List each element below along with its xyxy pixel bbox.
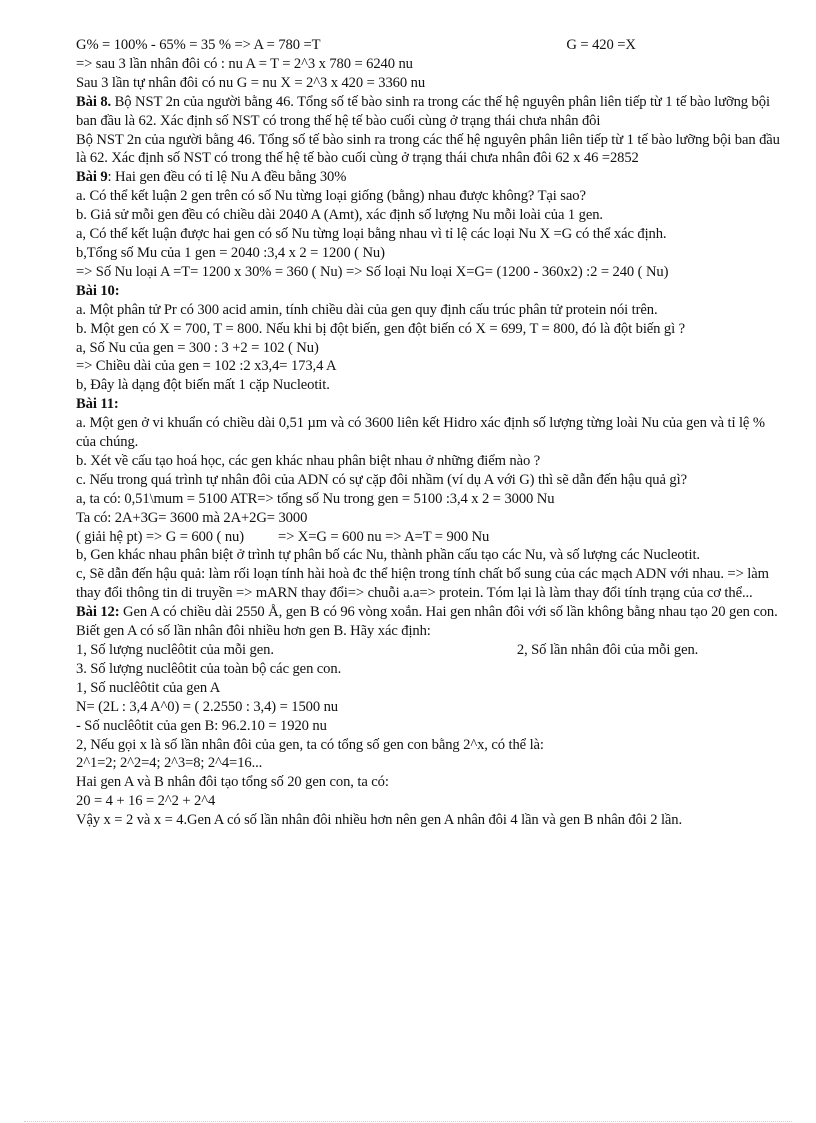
- text-line: [76, 36, 788, 55]
- text-line: b. Xét về cấu tạo hoá học, các gen khác nhau phân biệt nhau ở những điểm nào ?: [76, 452, 541, 469]
- exercise-title: Bài 8.: [76, 93, 112, 110]
- bai9-heading: [76, 168, 788, 187]
- document-page: [76, 36, 788, 830]
- equation-text: ( giải hệ pt) => G = 600 ( nu): [76, 528, 244, 545]
- text-line: a. Một phân tử Pr có 300 acid amin, tính chiều dài của gen quy định cấu trúc phân tử protein nói trên.: [76, 301, 658, 318]
- text-line: a, Số Nu của gen = 300 : 3 +2 = 102 ( Nu): [76, 339, 319, 356]
- text-line: 2, Nếu gọi x là số lần nhân đôi của gen, ta có tổng số gen con bằng 2^x, có thể là:: [76, 736, 544, 753]
- bai8-answer: Bộ NST 2n của người bằng 46. Tổng số tế bào sinh ra trong các thế hệ nguyên phân liên tiếp từ 1 tế bào lưỡng bội ban đầu là 62. Xác định số NST có trong thế hệ tế bào cuối cùng ở trạng thái chưa nhân đôi 62 x 46 =2852: [76, 131, 780, 167]
- text-line: b. Một gen có X = 700, T = 800. Nếu khi bị đột biến, gen đột biến có X = 699, T = 800, đó là đột biến gì ?: [76, 320, 685, 337]
- text-line: Hai gen A và B nhân đôi tạo tổng số 20 gen con, ta có:: [76, 774, 389, 791]
- question-item: 2, Số lần nhân đôi của mỗi gen.: [516, 642, 699, 658]
- text-line: 3. Số lượng nuclêôtit của toàn bộ các gen con.: [76, 660, 342, 677]
- exercise-title: Bài 11:: [76, 396, 119, 413]
- text-line: b. Giả sử mỗi gen đều có chiều dài 2040 A (Amt), xác định số lượng Nu mỗi loài của 1 gen.: [76, 207, 603, 224]
- text-line: N= (2L : 3,4 A^0) = ( 2.2550 : 3,4) = 1500 nu: [76, 698, 339, 715]
- equation-text: G% = 100% - 65% = 35 % => A = 780 =T: [76, 37, 321, 53]
- text-line: b,Tổng số Mu của 1 gen = 2040 :3,4 x 2 = 1200 ( Nu): [76, 244, 385, 261]
- text-line: b, Gen khác nhau phân biệt ở trình tự phân bố các Nu, thành phần cấu tạo các Nu, và số lượng các Nucleotit.: [76, 547, 700, 564]
- question-text: Gen A có chiều dài 2550 Å, gen B có 96 vòng xoắn. Hai gen nhân đôi với số lần không bằng nhau tạo 20 gen con. Biết gen A có số lần nhân đôi nhiều hơn gen B. Hãy xác định:: [76, 604, 778, 640]
- bai12-question: [76, 603, 788, 641]
- text-line: b, Đây là dạng đột biến mất 1 cặp Nucleotit.: [76, 377, 330, 394]
- text-line: 20 = 4 + 16 = 2^2 + 2^4: [76, 793, 216, 810]
- text-line: c. Nếu trong quá trình tự nhân đôi của ADN có sự cặp đôi nhầm (ví dụ A với G) thì sẽ dẫn đến hậu quả gì?: [76, 471, 687, 488]
- text-line: Sau 3 lần tự nhân đôi có nu G = nu X = 2^3 x 420 = 3360 nu: [76, 74, 426, 91]
- text-line: => sau 3 lần nhân đôi có : nu A = T = 2^3 x 780 = 6240 nu: [76, 55, 413, 72]
- bai8-question: [76, 93, 788, 131]
- text-line: a. Một gen ở vi khuẩn có chiều dài 0,51 µm và có 3600 liên kết Hidro xác định số lượng từng loài Nu của gen và tỉ lệ % của chúng.: [76, 415, 765, 451]
- text-line: Ta có: 2A+3G= 3600 mà 2A+2G= 3000: [76, 509, 308, 526]
- text-line: - Số nuclêôtit của gen B: 96.2.10 = 1920 nu: [76, 717, 327, 734]
- text-line: c, Sẽ dẫn đến hậu quả: làm rối loạn tính hài hoà đc thể hiện trong tính chất bổ sung của các mạch ADN với nhau. => làm thay đổi thông tin di truyền => mARN thay đổi=> chuỗi a.a=> protein. Tóm lại là làm thay đổi tính trạng của cơ thể...: [76, 566, 769, 602]
- text-line: 2^1=2; 2^2=4; 2^3=8; 2^4=16...: [76, 755, 263, 772]
- text-line: => Chiều dài của gen = 102 :2 x3,4= 173,4 A: [76, 358, 337, 375]
- page-bottom-divider: [24, 1121, 792, 1122]
- text-line: [76, 528, 788, 547]
- question-item: 1, Số lượng nuclêôtit của mỗi gen.: [76, 642, 274, 658]
- question-text: : Hai gen đều có tỉ lệ Nu A đều bằng 30%: [107, 169, 347, 186]
- text-line: => Số Nu loại A =T= 1200 x 30% = 360 ( Nu) => Số loại Nu loại X=G= (1200 - 360x2) :2 = 240 ( Nu): [76, 263, 669, 280]
- exercise-title: Bài 10:: [76, 282, 120, 299]
- exercise-title: Bài 12:: [76, 604, 120, 621]
- equation-text: G = 420 =X: [566, 37, 636, 53]
- exercise-title: Bài 9: [76, 169, 108, 186]
- equation-text: => X=G = 600 nu => A=T = 900 Nu: [278, 528, 490, 545]
- text-line: [76, 641, 788, 660]
- text-line: 1, Số nuclêôtit của gen A: [76, 679, 221, 696]
- text-line: Vậy x = 2 và x = 4.Gen A có số lần nhân đôi nhiều hơn nên gen A nhân đôi 4 lần và gen B nhân đôi 2 lần.: [76, 812, 683, 829]
- text-line: a. Có thể kết luận 2 gen trên có số Nu từng loại giống (bằng) nhau được không? Tại sao?: [76, 188, 586, 205]
- text-line: a, Có thể kết luận được hai gen có số Nu từng loại bằng nhau vì tỉ lệ các loại Nu X =G có thể xác định.: [76, 226, 667, 243]
- text-line: a, ta có: 0,51\mum = 5100 ATR=> tổng số Nu trong gen = 5100 :3,4 x 2 = 3000 Nu: [76, 490, 555, 507]
- question-text: Bộ NST 2n của người bằng 46. Tổng số tế bào sinh ra trong các thế hệ nguyên phân liên tiếp từ 1 tế bào lưỡng bội ban đầu là 62. Xác định số NST có trong thế hệ tế bào cuối cùng ở trạng thái chưa nhân đôi: [76, 93, 770, 129]
